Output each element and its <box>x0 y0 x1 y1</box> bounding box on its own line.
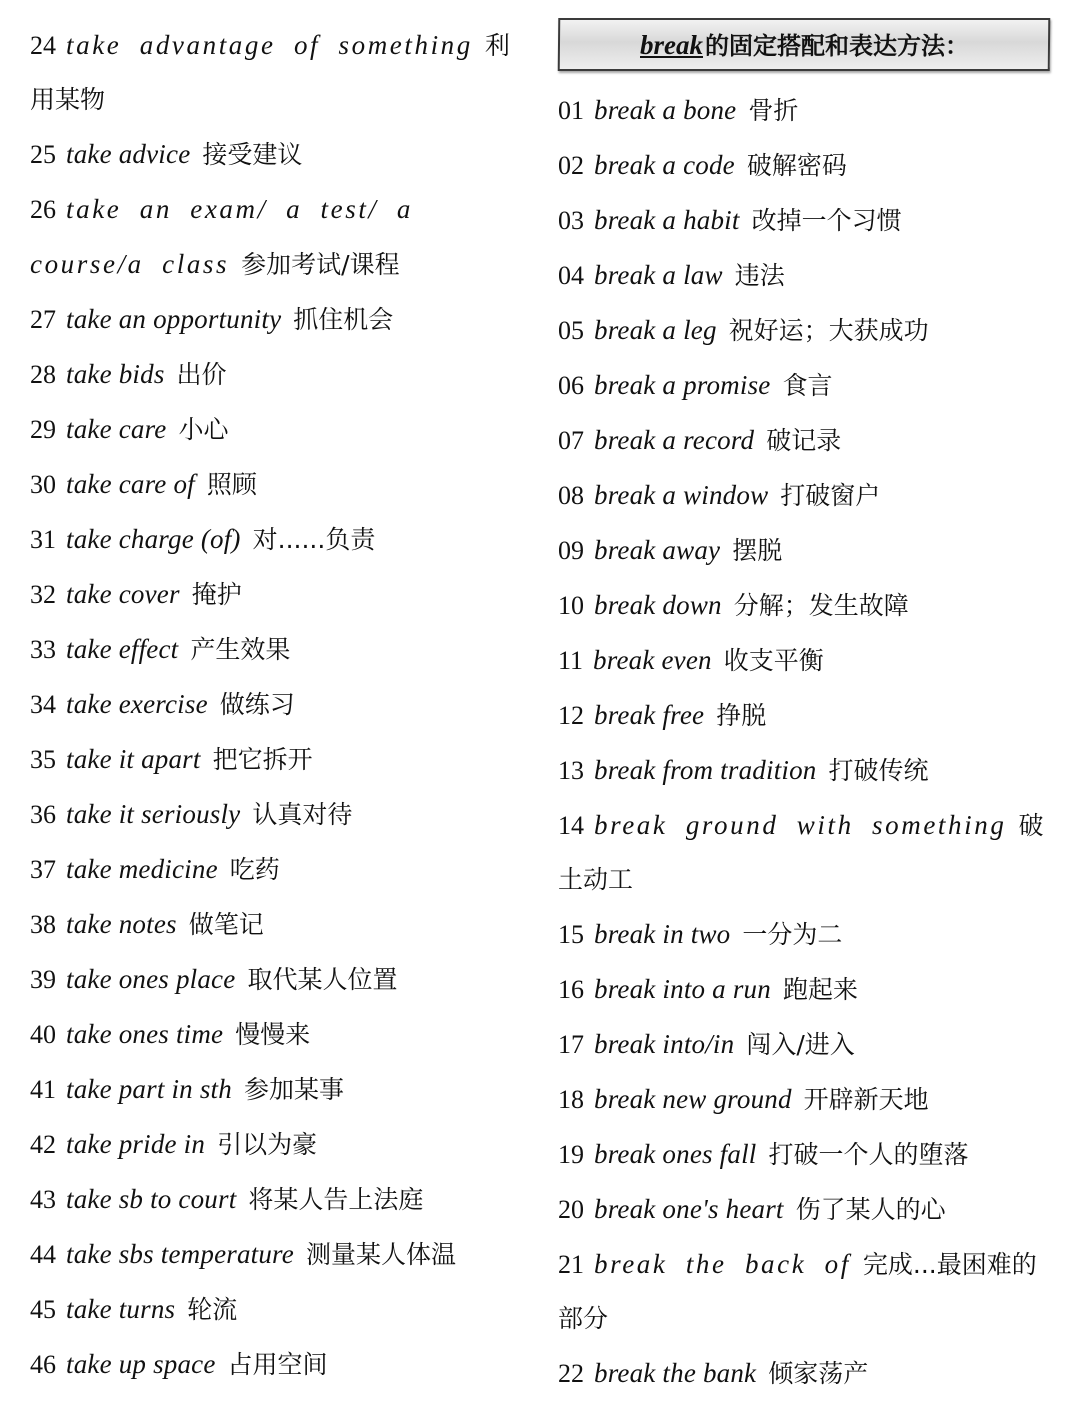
entry-chinese: 抓住机会 <box>293 305 394 334</box>
entry-chinese: 打破一个人的堕落 <box>768 1140 969 1169</box>
phrase-entry <box>30 182 514 292</box>
entry-english: take turns <box>66 1294 176 1324</box>
entry-english: break new ground <box>594 1084 792 1114</box>
entry-number: 34 <box>30 690 56 719</box>
entry-english: break in two <box>594 919 731 949</box>
phrase-entry <box>558 1017 1050 1072</box>
entry-english: take cover <box>66 579 180 609</box>
entry-chinese: 掩护 <box>191 580 242 609</box>
section-banner <box>558 18 1051 71</box>
entry-english: break a leg <box>594 315 717 345</box>
entry-english: take medicine <box>66 854 218 884</box>
entry-english: take sbs temperature <box>66 1239 294 1269</box>
entry-number: 13 <box>558 756 584 785</box>
entry-number: 03 <box>558 206 584 235</box>
entry-number: 44 <box>30 1240 56 1269</box>
entry-number: 31 <box>30 525 56 554</box>
phrase-entry <box>30 897 514 952</box>
phrase-entry <box>30 732 514 787</box>
entry-english: take exercise <box>66 689 208 719</box>
phrase-entry <box>558 1127 1050 1182</box>
entry-chinese: 打破窗户 <box>780 481 881 510</box>
phrase-entry <box>30 1227 514 1282</box>
entry-number: 32 <box>30 580 56 609</box>
entry-chinese: 利用某物 <box>30 31 510 114</box>
entry-number: 10 <box>558 591 584 620</box>
entry-english: take notes <box>66 909 177 939</box>
phrase-entry <box>30 787 514 842</box>
phrase-entry <box>30 1172 514 1227</box>
entry-chinese: 测量某人体温 <box>305 1240 456 1269</box>
entry-chinese: 把它拆开 <box>212 745 313 774</box>
entry-number: 24 <box>30 31 56 60</box>
entry-chinese: 跑起来 <box>782 975 858 1004</box>
phrase-entry <box>558 1237 1050 1346</box>
phrase-entry <box>30 402 514 457</box>
entry-chinese: 开辟新天地 <box>803 1085 929 1114</box>
phrase-entry <box>558 468 1050 523</box>
entry-english: take part in sth <box>66 1074 232 1104</box>
entry-english: break into/in <box>594 1029 735 1059</box>
entry-chinese: 照顾 <box>206 470 257 499</box>
entry-number: 36 <box>30 800 56 829</box>
phrase-entry <box>558 743 1050 798</box>
phrase-entry <box>558 1182 1050 1237</box>
entry-chinese: 占用空间 <box>227 1350 328 1379</box>
entry-chinese: 挣脱 <box>716 701 767 730</box>
phrase-entry <box>558 1346 1050 1401</box>
entry-english: break a promise <box>594 370 771 400</box>
entry-number: 12 <box>558 701 584 730</box>
entry-chinese: 破土动工 <box>558 811 1044 894</box>
entry-english: take an exam/ a test/ a course/a class <box>30 194 413 279</box>
entry-english: break into a run <box>594 974 771 1004</box>
entry-number: 43 <box>30 1185 56 1214</box>
entry-chinese: 摆脱 <box>732 536 783 565</box>
entry-number: 21 <box>558 1250 584 1279</box>
phrase-entry <box>558 523 1050 578</box>
phrase-entry <box>30 1117 514 1172</box>
entry-number: 40 <box>30 1020 56 1049</box>
phrase-entry <box>558 303 1050 358</box>
entry-english: take advantage of something <box>66 30 473 60</box>
entry-chinese: 产生效果 <box>190 635 291 664</box>
entry-english: break ones fall <box>594 1139 757 1169</box>
entry-english: break a bone <box>594 95 737 125</box>
entry-chinese: 骨折 <box>748 96 799 125</box>
entry-english: take pride in <box>66 1129 206 1159</box>
entry-number: 30 <box>30 470 56 499</box>
phrase-entry <box>558 578 1050 633</box>
entry-number: 11 <box>558 646 584 675</box>
entry-number: 42 <box>30 1130 56 1159</box>
entry-number: 38 <box>30 910 56 939</box>
entry-chinese: 将某人告上法庭 <box>248 1185 424 1214</box>
entry-chinese: 破记录 <box>766 426 842 455</box>
entry-chinese: 引以为豪 <box>217 1130 318 1159</box>
phrase-entry <box>558 193 1050 248</box>
entry-number: 37 <box>30 855 56 884</box>
phrase-entry <box>558 688 1050 743</box>
entry-number: 45 <box>30 1295 56 1324</box>
phrase-entry <box>30 622 514 677</box>
entry-number: 25 <box>30 140 56 169</box>
entry-chinese: 一分为二 <box>742 920 843 949</box>
entry-chinese: 对......负责 <box>252 525 376 554</box>
entry-english: take effect <box>66 634 179 664</box>
entry-english: take it apart <box>66 744 201 774</box>
entry-number: 35 <box>30 745 56 774</box>
entry-english: take care <box>66 414 167 444</box>
entry-english: break a code <box>594 150 735 180</box>
entry-number: 17 <box>558 1030 584 1059</box>
phrase-entry <box>30 347 514 402</box>
entry-chinese: 小心 <box>178 415 229 444</box>
entry-number: 41 <box>30 1075 56 1104</box>
entry-number: 15 <box>558 920 584 949</box>
entry-number: 39 <box>30 965 56 994</box>
entry-english: break down <box>594 590 722 620</box>
phrase-entry <box>30 18 514 127</box>
phrase-entry <box>30 1337 514 1392</box>
phrase-entry <box>30 1282 514 1337</box>
phrase-entry <box>558 798 1050 907</box>
left-column <box>30 18 540 1398</box>
entry-chinese: 参加考试/课程 <box>241 250 400 279</box>
phrase-entry <box>558 358 1050 413</box>
entry-chinese: 做练习 <box>219 690 295 719</box>
phrase-entry <box>30 1007 514 1062</box>
phrase-entry <box>558 962 1050 1017</box>
entry-english: take advice <box>66 139 191 169</box>
entry-number: 04 <box>558 261 584 290</box>
entry-chinese: 认真对待 <box>252 800 353 829</box>
phrase-entry <box>30 512 514 567</box>
entry-english: break ground with something <box>594 810 1007 840</box>
phrase-entry <box>558 907 1050 962</box>
section-banner-inner <box>640 26 969 61</box>
entry-english: take bids <box>66 359 165 389</box>
entry-english: break a law <box>594 260 723 290</box>
entry-english: take sb to court <box>66 1184 237 1214</box>
entry-number: 18 <box>558 1085 584 1114</box>
entry-chinese: 参加某事 <box>243 1075 344 1104</box>
entry-english: break from tradition <box>594 755 817 785</box>
entry-chinese: 违法 <box>734 261 785 290</box>
entry-number: 06 <box>558 371 584 400</box>
phrase-entry <box>558 413 1050 468</box>
entry-chinese: 分解；发生故障 <box>733 591 909 620</box>
entry-english: break a habit <box>594 205 740 235</box>
entry-number: 16 <box>558 975 584 1004</box>
entry-english: break one's heart <box>594 1194 784 1224</box>
entry-number: 29 <box>30 415 56 444</box>
right-column <box>540 18 1050 1398</box>
entry-chinese: 慢慢来 <box>235 1020 311 1049</box>
entry-english: take it seriously <box>66 799 241 829</box>
entry-english: take charge (of) <box>66 524 241 554</box>
entry-chinese: 祝好运；大获成功 <box>728 316 929 345</box>
entry-chinese: 闯入/进入 <box>746 1030 855 1059</box>
phrase-entry <box>30 842 514 897</box>
entry-number: 01 <box>558 96 584 125</box>
entry-chinese: 食言 <box>782 371 833 400</box>
entry-chinese: 伤了某人的心 <box>795 1195 946 1224</box>
phrase-entry <box>30 952 514 1007</box>
entry-chinese: 改掉一个习惯 <box>751 206 902 235</box>
entry-english: break free <box>594 700 705 730</box>
entry-chinese: 轮流 <box>187 1295 238 1324</box>
entry-english: break the bank <box>594 1358 757 1388</box>
entry-number: 20 <box>558 1195 584 1224</box>
entry-number: 02 <box>558 151 584 180</box>
phrase-entry <box>558 248 1050 303</box>
entry-chinese: 倾家荡产 <box>768 1359 869 1388</box>
phrase-entry <box>558 633 1050 688</box>
entry-number: 19 <box>558 1140 584 1169</box>
entry-number: 26 <box>30 195 56 224</box>
phrase-entry <box>30 292 514 347</box>
entry-chinese: 接受建议 <box>202 140 303 169</box>
phrase-entry <box>30 457 514 512</box>
phrase-entry <box>30 1062 514 1117</box>
phrase-entry <box>30 567 514 622</box>
entry-number: 08 <box>558 481 584 510</box>
section-banner-text: 的固定搭配和表达方法： <box>704 32 969 60</box>
entry-chinese: 破解密码 <box>746 151 847 180</box>
entry-number: 28 <box>30 360 56 389</box>
entry-chinese: 完成...最困难的部分 <box>558 1250 1037 1333</box>
entry-chinese: 出价 <box>176 360 227 389</box>
entry-number: 22 <box>558 1359 584 1388</box>
entry-english: take care of <box>66 469 195 499</box>
entry-number: 09 <box>558 536 584 565</box>
phrase-entry <box>558 83 1050 138</box>
entry-chinese: 做笔记 <box>188 910 264 939</box>
entry-english: take ones place <box>66 964 236 994</box>
entry-number: 33 <box>30 635 56 664</box>
entry-english: take an opportunity <box>66 304 282 334</box>
section-keyword: break <box>639 30 703 60</box>
entry-english: break a window <box>594 480 769 510</box>
entry-number: 05 <box>558 316 584 345</box>
entry-chinese: 吃药 <box>229 855 280 884</box>
right-entry-list <box>558 83 1050 1401</box>
entry-number: 27 <box>30 305 56 334</box>
entry-english: take up space <box>66 1349 216 1379</box>
entry-number: 07 <box>558 426 584 455</box>
phrase-entry <box>30 127 514 182</box>
entry-number: 46 <box>30 1350 56 1379</box>
entry-english: take ones time <box>66 1019 224 1049</box>
phrase-entry <box>30 677 514 732</box>
phrase-entry <box>558 138 1050 193</box>
left-entry-list <box>30 18 514 1392</box>
entry-chinese: 取代某人位置 <box>247 965 398 994</box>
phrase-entry <box>558 1072 1050 1127</box>
entry-number: 14 <box>558 811 584 840</box>
entry-english: break the back of <box>594 1249 851 1279</box>
entry-english: break a record <box>594 425 755 455</box>
entry-chinese: 打破传统 <box>828 756 929 785</box>
entry-english: break away <box>594 535 721 565</box>
entry-english: break even <box>593 645 712 675</box>
entry-chinese: 收支平衡 <box>723 646 824 675</box>
